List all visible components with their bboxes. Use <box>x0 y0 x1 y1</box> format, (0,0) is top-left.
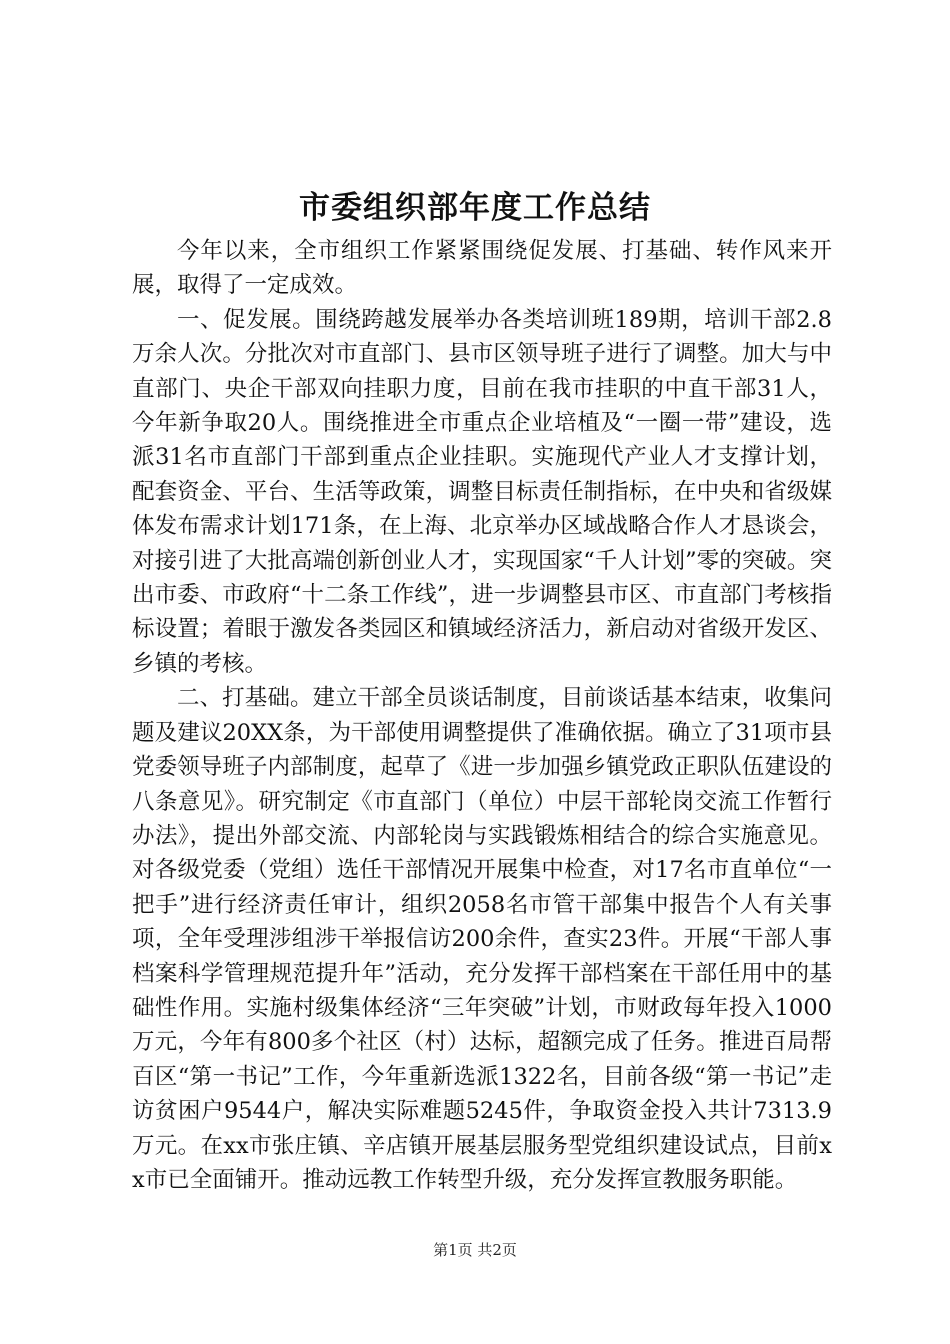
paragraph-lay-foundation: 二、打基础。建立干部全员谈话制度，目前谈话基本结束，收集问题及建议20XX条，为干部使用调整提供了准确依据。确立了31项市县党委领导班子内部制度，起草了《进一步加强乡镇党政正职队伍建设的八条意见》。研究制定《市直部门（单位）中层干部轮岗交流工作暂行办法》，提出外部交流、内部轮岗与实践锻炼相结合的综合实施意见。对各级党委（党组）选任干部情况开展集中检查，对17名市直单位“一把手”进行经济责任审计，组织2058名市管干部集中报告个人有关事项，全年受理涉组涉干举报信访200余件，查实23件。开展“干部人事档案科学管理规范提升年”活动，充分发挥干部档案在干部任用中的基础性作用。实施村级集体经济“三年突破”计划，市财政每年投入1000万元，今年有800多个社区（村）达标，超额完成了任务。推进百局帮百区“第一书记”工作，今年重新选派1322名，目前各级“第一书记”走访贫困户9544户，解决实际难题5245件，争取资金投入共计7313.9万元。在xx市张庄镇、辛店镇开展基层服务型党组织建设试点，目前xx市已全面铺开。推动远教工作转型升级，充分发挥宣教服务职能。 <box>132 685 832 1193</box>
paragraph-promote-development: 一、促发展。围绕跨越发展举办各类培训班189期，培训干部2.8万余人次。分批次对市直部门、县市区领导班子进行了调整。加大与中直部门、央企干部双向挂职力度，目前在我市挂职的中直干部31人，今年新争取20人。围绕推进全市重点企业培植及“一圈一带”建设，选派31名市直部门干部到重点企业挂职。实施现代产业人才支撑计划，配套资金、平台、生活等政策，调整目标责任制指标，在中央和省级媒体发布需求计划171条，在上海、北京举办区域战略合作人才恳谈会，对接引进了大批高端创新创业人才，实现国家“千人计划”零的突破。突出市委、市政府“十二条工作线”，进一步调整县市区、市直部门考核指标设置；着眼于激发各类园区和镇域经济活力，新启动对省级开发区、乡镇的考核。 <box>132 306 832 677</box>
page-number-footer: 第1页 共2页 <box>433 1241 517 1259</box>
document-body <box>132 234 832 1197</box>
paragraph-intro: 今年以来，全市组织工作紧紧围绕促发展、打基础、转作风来开展，取得了一定成效。 <box>132 238 832 299</box>
document-title: 市委组织部年度工作总结 <box>299 190 651 226</box>
